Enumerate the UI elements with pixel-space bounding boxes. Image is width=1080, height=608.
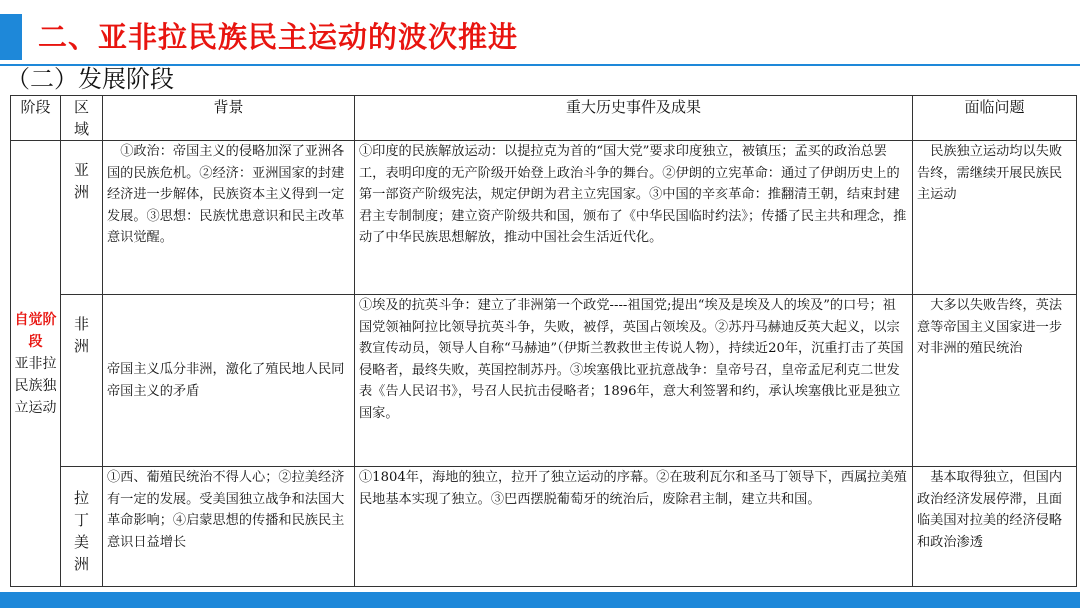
table-header-row [11,96,1077,141]
background-cell: 帝国主义瓜分非洲，激化了殖民地人民同帝国主义的矛盾 [103,295,355,467]
region-cell: 非洲 [61,295,103,467]
header-background: 背景 [103,96,355,141]
region-cell: 亚洲 [61,141,103,295]
problems-cell: 民族独立运动均以失败告终，需继续开展民族民主运动 [913,141,1077,295]
stage-cell [11,141,61,587]
header-stage: 阶段 [11,96,61,141]
page-title: 二、亚非拉民族民主运动的波次推进 [38,20,519,54]
header-events: 重大历史事件及成果 [355,96,913,141]
region-cell: 拉丁美洲 [61,467,103,587]
footer-bar [0,592,1080,608]
events-cell: ①1804年，海地的独立，拉开了独立运动的序幕。②在玻利瓦尔和圣马丁领导下，西属拉美殖民地基本实现了独立。③巴西摆脱葡萄牙的统治后，废除君主制，建立共和国。 [355,467,913,587]
events-cell: ①印度的民族解放运动：以提拉克为首的“国大党”要求印度独立，被镇压；孟买的政治总罢工，表明印度的无产阶级开始登上政治斗争的舞台。②伊朗的立宪革命：通过了伊朗历史上的第一部资产阶级宪法，规定伊朗为君主立宪国家。③中国的辛亥革命：推翻清王朝，结束封建君主专制制度；建立资产阶级共和国，颁布了《中华民国临时约法》；传播了民主共和理念，推动了中华民族思想解放，推动中国社会生活近代化。 [355,141,913,295]
section-subtitle: （二）发展阶段 [6,65,174,93]
history-table [10,95,1077,587]
problems-cell: 大多以失败告终，英法意等帝国主义国家进一步对非洲的殖民统治 [913,295,1077,467]
title-accent-bar [0,14,22,60]
events-cell: ①埃及的抗英斗争：建立了非洲第一个政党----祖国党;提出“埃及是埃及人的埃及”的口号；祖国党领袖阿拉比领导抗英斗争，失败，被俘，英国占领埃及。②苏丹马赫迪反英大起义，以宗教宣传动员，领导人自称“马赫迪”（伊斯兰教救世主传说人物），持续近20年，沉重打击了英国侵略者，最终失败，英国控制苏丹。③埃塞俄比亚抗意战争：皇帝号召，皇帝孟尼利克二世发表《告人民诏书》，号召人民抗击侵略者；1896年，意大利签署和约，承认埃塞俄比亚是独立国家。 [355,295,913,467]
stage-label-highlight: 自觉阶段 [14,311,57,350]
background-cell: ①西、葡殖民统治不得人心；②拉美经济有一定的发展。受美国独立战争和法国大革命影响；④启蒙思想的传播和民族民主意识日益增长 [103,467,355,587]
header-problems: 面临问题 [913,96,1077,141]
table-row [11,467,1077,587]
stage-label: 亚非拉民族独立运动 [14,355,57,416]
problems-cell: 基本取得独立，但国内政治经济发展停滞，且面临美国对拉美的经济侵略和政治渗透 [913,467,1077,587]
header-region: 区域 [61,96,103,141]
table-row [11,295,1077,467]
background-cell: ①政治：帝国主义的侵略加深了亚洲各国的民族危机。②经济：亚洲国家的封建经济进一步解体，民族资本主义得到一定发展。③思想：民族忧患意识和民主改革意识觉醒。 [103,141,355,295]
table-row [11,141,1077,295]
